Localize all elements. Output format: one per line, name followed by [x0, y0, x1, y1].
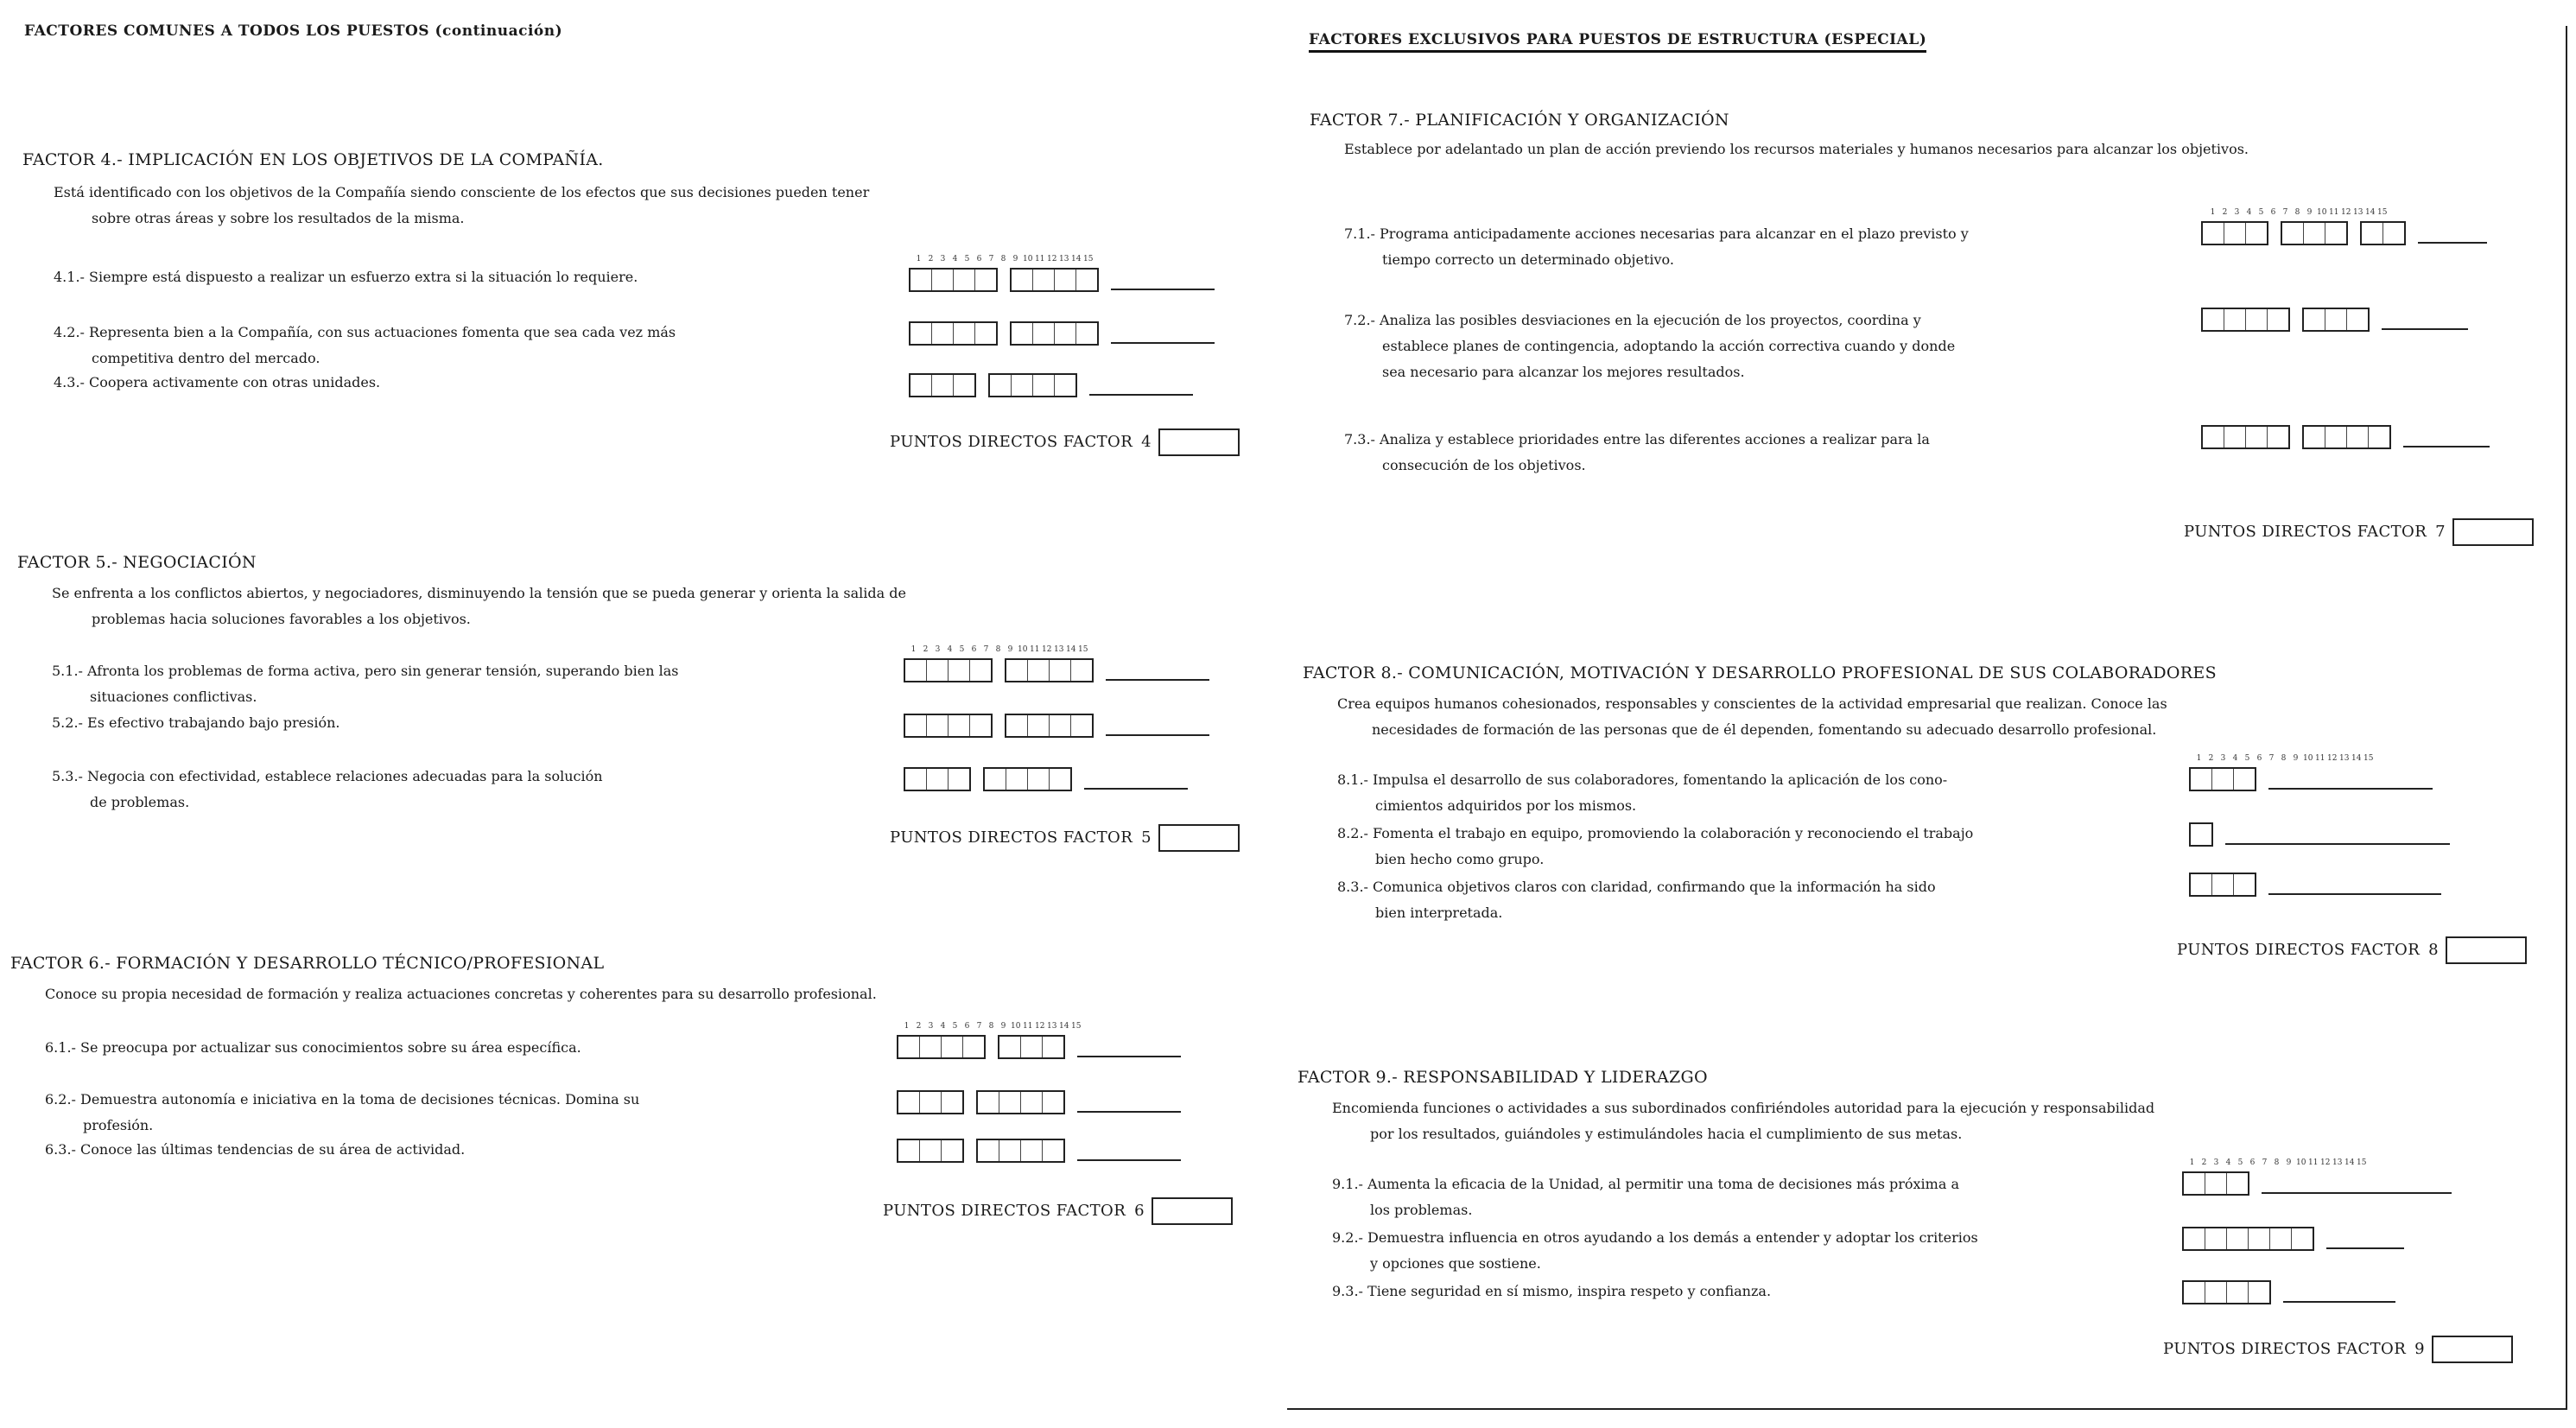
rating-boxes-8-1[interactable]: [2189, 767, 2433, 791]
points-factor-6: PUNTOS DIRECTOS FACTOR 6: [883, 1197, 1233, 1225]
rating-boxes-7-2[interactable]: [2201, 308, 2468, 332]
points-input-7[interactable]: [2452, 518, 2534, 546]
item-9-3: 9.3.- Tiene seguridad en sí mismo, inspira respeto y confianza.: [1332, 1283, 1772, 1299]
item-6-1: 6.1.- Se preocupa por actualizar sus conocimientos sobre su área específica.: [45, 1039, 581, 1056]
factor-4-title: FACTOR 4.- IMPLICACIÓN EN LOS OBJETIVOS DE LA COMPAÑÍA.: [22, 150, 604, 169]
points-factor-8: PUNTOS DIRECTOS FACTOR 8: [2177, 936, 2527, 964]
item-6-3: 6.3.- Conoce las últimas tendencias de su área de actividad.: [45, 1141, 466, 1158]
rating-boxes-8-2[interactable]: [2189, 822, 2450, 847]
rating-boxes-7-1[interactable]: [2201, 221, 2487, 245]
factor-8-title: FACTOR 8.- COMUNICACIÓN, MOTIVACIÓN Y DESARROLLO PROFESIONAL DE SUS COLABORADORES: [1303, 663, 2217, 682]
factor-9-description: Encomienda funciones o actividades a sus subordinados confiriéndoles autoridad para la ejecución y responsabilidad por los resultados, guiándoles y estimulándoles hacia el cumplimiento de sus metas.: [1332, 1100, 2155, 1142]
rating-boxes-6-1[interactable]: [897, 1035, 1181, 1059]
item-6-2: 6.2.- Demuestra autonomía e iniciativa en la toma de decisiones técnicas. Domina su profesión.: [45, 1091, 640, 1133]
rating-scale-f7: 1 2 3 4 5 6 7 8 9 10 11 12 13 14 15: [2210, 208, 2388, 217]
rating-scale-f5: 1 2 3 4 5 6 7 8 9 10 11 12 13 14 15: [910, 645, 1088, 654]
rating-boxes-4-2[interactable]: [909, 321, 1215, 346]
points-input-9[interactable]: [2432, 1336, 2513, 1363]
item-4-3: 4.3.- Coopera activamente con otras unidades.: [54, 374, 381, 390]
rating-boxes-7-3[interactable]: [2201, 425, 2490, 449]
item-5-1: 5.1.- Afronta los problemas de forma activa, pero sin generar tensión, superando bien las situaciones conflictivas.: [52, 663, 679, 705]
rating-boxes-9-3[interactable]: [2182, 1280, 2395, 1304]
rating-boxes-9-1[interactable]: [2182, 1171, 2452, 1196]
item-7-1: 7.1.- Programa anticipadamente acciones necesarias para alcanzar en el plazo previsto y tiempo correcto un determinado objetivo.: [1344, 225, 1969, 268]
item-7-2: 7.2.- Analiza las posibles desviaciones en la ejecución de los proyectos, coordina y establece planes de contingencia, adoptando la acción correctiva cuando y donde sea necesario para alcanzar los mejores resultados.: [1344, 312, 1956, 380]
item-4-2: 4.2.- Representa bien a la Compañía, con sus actuaciones fomenta que sea cada vez más competitiva dentro del mercado.: [54, 324, 676, 366]
item-8-3: 8.3.- Comunica objetivos claros con claridad, confirmando que la información ha sido bien interpretada.: [1337, 879, 1936, 921]
points-input-8[interactable]: [2446, 936, 2527, 964]
points-input-6[interactable]: [1152, 1197, 1233, 1225]
factor-8-description: Crea equipos humanos cohesionados, responsables y conscientes de la actividad empresarial que realizan. Conoce las necesidades de formación de las personas que de él dependen, fomentando su adecuado desarrollo profesional.: [1337, 695, 2167, 738]
rating-scale-f9: 1 2 3 4 5 6 7 8 9 10 11 12 13 14 15: [2189, 1158, 2367, 1167]
item-8-1: 8.1.- Impulsa el desarrollo de sus colaboradores, fomentando la aplicación de los cono- cimientos adquiridos por los mismos.: [1337, 771, 1948, 814]
rating-boxes-6-2[interactable]: [897, 1090, 1181, 1114]
rating-scale-f4: 1 2 3 4 5 6 7 8 9 10 11 12 13 14 15: [916, 255, 1094, 263]
rating-boxes-8-3[interactable]: [2189, 873, 2441, 897]
item-9-2: 9.2.- Demuestra influencia en otros ayudando a los demás a entender y adoptar los criterios y opciones que sostiene.: [1332, 1229, 1978, 1272]
factor-4-description: Está identificado con los objetivos de la Compañía siendo consciente de los efectos que sus decisiones pueden tener sobre otras áreas y sobre los resultados de la misma.: [54, 184, 870, 226]
factor-7-description: Establece por adelantado un plan de acción previendo los recursos materiales y humanos necesarios para alcanzar los objetivos.: [1344, 141, 2249, 157]
right-page-header: FACTORES EXCLUSIVOS PARA PUESTOS DE ESTRUCTURA (ESPECIAL): [1309, 31, 1926, 53]
rating-boxes-4-3[interactable]: [909, 373, 1193, 397]
rating-scale-f6: 1 2 3 4 5 6 7 8 9 10 11 12 13 14 15: [904, 1022, 1082, 1031]
rating-boxes-6-3[interactable]: [897, 1139, 1181, 1163]
factor-7-title: FACTOR 7.- PLANIFICACIÓN Y ORGANIZACIÓN: [1310, 111, 1729, 130]
item-7-3: 7.3.- Analiza y establece prioridades entre las diferentes acciones a realizar para la consecución de los objetivos.: [1344, 431, 1930, 473]
rating-boxes-5-2[interactable]: [904, 714, 1209, 738]
item-8-2: 8.2.- Fomenta el trabajo en equipo, promoviendo la colaboración y reconociendo el trabajo bien hecho como grupo.: [1337, 825, 1974, 867]
points-factor-7: PUNTOS DIRECTOS FACTOR 7: [2184, 518, 2534, 546]
item-4-1: 4.1.- Siempre está dispuesto a realizar un esfuerzo extra si la situación lo requiere.: [54, 269, 638, 285]
rating-boxes-9-2[interactable]: [2182, 1227, 2404, 1251]
item-5-2: 5.2.- Es efectivo trabajando bajo presión.: [52, 714, 340, 731]
factor-5-description: Se enfrenta a los conflictos abiertos, y negociadores, disminuyendo la tensión que se pueda generar y orienta la salida de problemas hacia soluciones favorables a los objetivos.: [52, 585, 906, 627]
factor-9-title: FACTOR 9.- RESPONSABILIDAD Y LIDERAZGO: [1298, 1068, 1708, 1087]
factor-5-title: FACTOR 5.- NEGOCIACIÓN: [17, 553, 257, 572]
points-input-4[interactable]: [1158, 428, 1240, 456]
item-9-1: 9.1.- Aumenta la eficacia de la Unidad, al permitir una toma de decisiones más próxima a los problemas.: [1332, 1176, 1959, 1218]
factor-6-description: Conoce su propia necesidad de formación y realiza actuaciones concretas y coherentes para su desarrollo profesional.: [45, 986, 877, 1002]
left-page-header: FACTORES COMUNES A TODOS LOS PUESTOS (continuación): [24, 22, 563, 40]
rating-boxes-5-1[interactable]: [904, 658, 1209, 682]
points-input-5[interactable]: [1158, 824, 1240, 852]
rating-boxes-4-1[interactable]: [909, 268, 1215, 292]
points-factor-5: PUNTOS DIRECTOS FACTOR 5: [890, 824, 1240, 852]
rating-boxes-5-3[interactable]: [904, 767, 1188, 791]
rating-scale-f8: 1 2 3 4 5 6 7 8 9 10 11 12 13 14 15: [2196, 754, 2374, 763]
points-factor-4: PUNTOS DIRECTOS FACTOR 4: [890, 428, 1240, 456]
item-5-3: 5.3.- Negocia con efectividad, establece relaciones adecuadas para la solución de problemas.: [52, 768, 603, 810]
factor-6-title: FACTOR 6.- FORMACIÓN Y DESARROLLO TÉCNICO/PROFESIONAL: [10, 954, 605, 973]
points-factor-9: PUNTOS DIRECTOS FACTOR 9: [2163, 1336, 2513, 1363]
